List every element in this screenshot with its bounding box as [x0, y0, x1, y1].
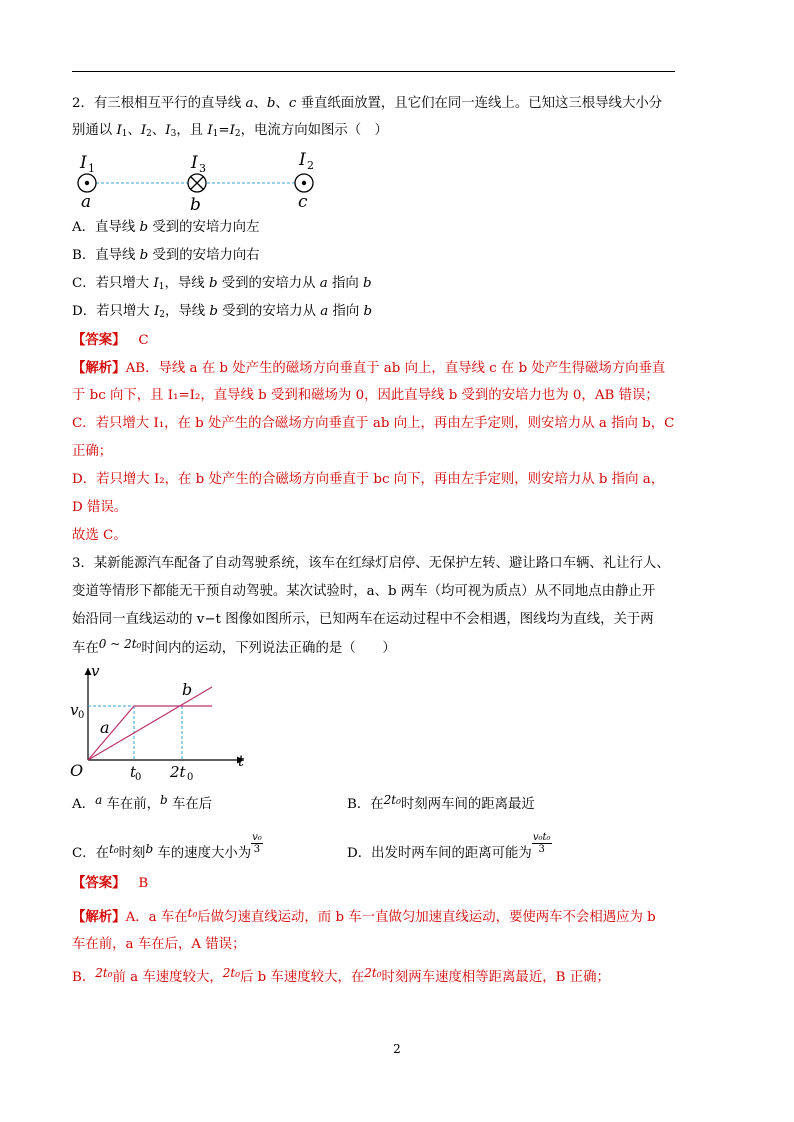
- q3-explanation-b: B．2t₀前 a 车速度较大，2t₀后 b 车速度较大，在2t₀时刻两车速度相等距离最近，B 正确；: [72, 966, 610, 985]
- q3-explanation-a2: 车在前，a 车在后，A 错误；: [72, 937, 246, 952]
- svg-text:2: 2: [307, 159, 314, 172]
- label-c: c: [298, 192, 308, 212]
- header-rule: [72, 71, 675, 72]
- q2-explanation-1: 【解析】AB．导线 a 在 b 处产生的磁场方向垂直于 ab 向上，直导线 c 在 b 处产生得磁场方向垂直: [72, 360, 666, 376]
- svg-text:0: 0: [135, 772, 142, 783]
- q2-answer: 【答案】 C: [72, 332, 149, 348]
- page-number: 2: [393, 1042, 401, 1056]
- label-t0: t: [130, 763, 137, 781]
- q2-stem-line2: 别通以 $I_1$、$I_2$、$I_3$，且 $I_1=I_2$，电流方向如图示（ ）: [72, 123, 388, 139]
- svg-text:0: 0: [187, 772, 194, 783]
- label-line-b: b: [182, 680, 193, 699]
- q2-explanation-6: D 错误。: [72, 500, 128, 515]
- q3-explanation-a1: 【解析】A．a 车在t₀后做匀速直线运动，而 b 车一直做匀加速直线运动，要使两车不会相遇应为 b: [72, 906, 656, 925]
- svg-text:3: 3: [199, 162, 206, 175]
- svg-text:0: 0: [78, 710, 85, 721]
- label-I1: I: [80, 153, 87, 173]
- label-2t0: 2t: [170, 763, 186, 781]
- q3-option-d: D．出发时两车间的距离可能为 $\frac{\text{v₀t₀}}{3}$: [347, 832, 551, 861]
- q3-option-a: A．a 车在前，b 车在后: [72, 793, 213, 812]
- q2-wire-diagram: [70, 148, 330, 212]
- q2-option-a: A．直导线 b 受到的安培力向左: [72, 220, 260, 235]
- label-b: b: [190, 195, 201, 212]
- q2-explanation-5: D．若只增大 I₂，在 b 处产生的合磁场方向垂直于 bc 向下，再由左手定则，则安培力从 b 指向 a，: [72, 472, 665, 487]
- q3-stem-3: 始沿同一直线运动的 v−t 图像如图所示，已知两车在运动过程中不会相遇，图线均为直线，关于两: [72, 612, 654, 627]
- q2-explanation-4: 正确；: [72, 444, 113, 459]
- q3-answer: 【答案】 B: [72, 875, 149, 891]
- q2-stem-line1: 2．有三根相互平行的直导线 a、b、c 垂直纸面放置，且它们在同一连线上。已知这三根导线大小分: [72, 96, 663, 111]
- label-origin: O: [70, 761, 84, 780]
- svg-text:1: 1: [88, 162, 95, 175]
- label-I3: I: [191, 153, 198, 173]
- line-a-accel: [88, 706, 134, 760]
- q2-explanation-7: 故选 C。: [72, 528, 127, 543]
- q2-option-b: B．直导线 b 受到的安培力向右: [72, 248, 260, 263]
- label-I2: I: [299, 150, 306, 170]
- label-v: v: [91, 662, 100, 680]
- label-line-a: a: [100, 718, 110, 737]
- q3-stem-4: 车在0 ~ 2t₀时间内的运动，下列说法正确的是（ ）: [72, 637, 396, 656]
- q3-stem-2: 变道等情形下都能无干预自动驾驶。某次试验时，a、b 两车（均可视为质点）从不同地点由静止开: [72, 584, 656, 599]
- q2-option-c: C．若只增大 $I_1$，导线 b 受到的安培力从 a 指向 b: [72, 276, 372, 292]
- q3-vt-graph: [66, 662, 256, 784]
- label-v0: v: [70, 701, 79, 719]
- q2-option-d: D．若只增大 $I_2$，导线 b 受到的安培力从 a 指向 b: [72, 304, 373, 320]
- q2-explanation-3: C．若只增大 I₁，在 b 处产生的合磁场方向垂直于 ab 向上，再由左手定则，则安培力从 a 指向 b，C: [72, 416, 675, 431]
- label-a: a: [81, 192, 92, 212]
- label-t: t: [238, 752, 245, 770]
- q2-explanation-2: 于 bc 向下，且 I₁=I₂，直导线 b 受到和磁场为 0，因此直导线 b 受到的安培力也为 0，AB 错误；: [72, 388, 659, 403]
- q3-stem-1: 3．某新能源汽车配备了自动驾驶系统，该车在红绿灯启停、无保护左转、避让路口车辆、礼让行人、: [72, 556, 670, 571]
- q3-option-c: C．在t₀时刻b 车的速度大小为 $\frac{\text{v₀}}{3}$: [72, 832, 262, 861]
- q3-option-b: B．在2t₀时刻两车间的距离最近: [347, 793, 535, 812]
